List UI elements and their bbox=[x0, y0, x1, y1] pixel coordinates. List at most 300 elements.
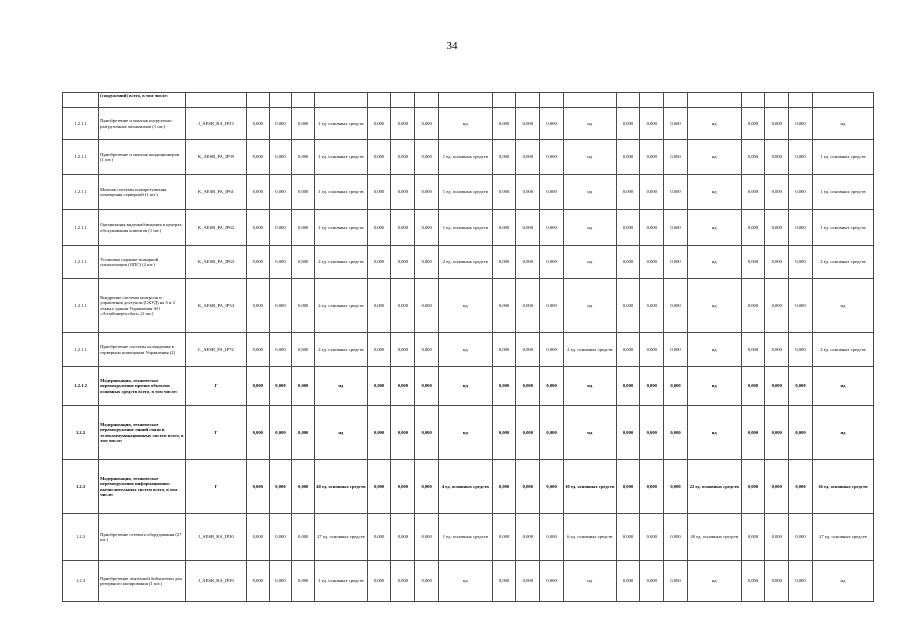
table-cell: 0,000 bbox=[246, 561, 269, 602]
table-cell: 0,000 bbox=[540, 246, 564, 279]
table-cell: 6 ед. основных средств bbox=[563, 514, 616, 561]
table-cell: 0,000 bbox=[246, 279, 269, 333]
table-cell: 0,000 bbox=[367, 279, 391, 333]
project-code-cell: K_AESB_PA_IP62 bbox=[185, 210, 246, 246]
table-cell: 0,000 bbox=[540, 406, 564, 460]
table-cell: нд bbox=[563, 367, 616, 406]
table-cell: 0,000 bbox=[789, 108, 813, 140]
table-cell: 0,000 bbox=[492, 367, 516, 406]
table-row bbox=[63, 210, 874, 246]
table-cell: 0,000 bbox=[640, 333, 664, 367]
table-cell bbox=[640, 93, 664, 108]
table-row bbox=[63, 561, 874, 602]
table-cell: 0,000 bbox=[616, 333, 640, 367]
table-cell: нд bbox=[687, 210, 741, 246]
project-code-cell: K_AESB_PA_IP61 bbox=[185, 175, 246, 210]
table-cell: 0,000 bbox=[492, 108, 516, 140]
table-cell: 2 ед. основных средств bbox=[438, 246, 492, 279]
table-cell: 0,000 bbox=[664, 514, 688, 561]
table-cell: 0,000 bbox=[516, 333, 540, 367]
table-cell: 0,000 bbox=[664, 406, 688, 460]
table-cell: 0,000 bbox=[616, 406, 640, 460]
table-cell: 0,000 bbox=[492, 140, 516, 175]
table-cell: 0,000 bbox=[516, 367, 540, 406]
table-cell bbox=[812, 93, 873, 108]
table-cell: 2 ед. основных средств bbox=[315, 333, 368, 367]
table-cell: 0,000 bbox=[391, 561, 415, 602]
table-cell: 0,000 bbox=[269, 333, 292, 367]
table-cell: 0,000 bbox=[640, 367, 664, 406]
table-cell: 0,000 bbox=[415, 514, 439, 561]
table-cell: 0,000 bbox=[367, 514, 391, 561]
table-cell: 0,000 bbox=[789, 561, 813, 602]
table-cell: 0,000 bbox=[516, 406, 540, 460]
table-cell bbox=[63, 93, 99, 108]
table-cell bbox=[492, 93, 516, 108]
table-cell bbox=[664, 93, 688, 108]
table-cell: 0,000 bbox=[269, 108, 292, 140]
table-cell: 1 ед. основных средств bbox=[812, 140, 873, 175]
table-cell: 0,000 bbox=[765, 210, 789, 246]
table-cell: 0,000 bbox=[492, 561, 516, 602]
table-cell: нд bbox=[438, 333, 492, 367]
table-cell: 0,000 bbox=[391, 333, 415, 367]
project-code-cell: J_AESB_RA_IP30 bbox=[185, 514, 246, 561]
table-cell: 0,000 bbox=[616, 108, 640, 140]
table-cell: 0,000 bbox=[391, 210, 415, 246]
item-name-cell: Модернизация, техническое перевооружение информационно-вычислительных систем всего, в том числе: bbox=[99, 460, 186, 514]
table-cell: 0,000 bbox=[540, 367, 564, 406]
item-name-cell: Приобретение сетевого оборудования (27 шт.) bbox=[99, 514, 186, 561]
table-cell: 0,000 bbox=[246, 210, 269, 246]
row-number-cell: 1.2.3 bbox=[63, 460, 99, 514]
table-cell: 0,000 bbox=[741, 140, 765, 175]
table-cell: 0,000 bbox=[415, 460, 439, 514]
table-cell: 1 ед. основных средств bbox=[315, 210, 368, 246]
table-cell: 0,000 bbox=[367, 406, 391, 460]
table-cell: нд bbox=[438, 561, 492, 602]
table-cell: 0,000 bbox=[391, 460, 415, 514]
table-row-continuation bbox=[63, 93, 874, 108]
table-row bbox=[63, 140, 874, 175]
table-cell: 0,000 bbox=[246, 108, 269, 140]
table-cell: 0,000 bbox=[765, 561, 789, 602]
table-cell: 0,000 bbox=[789, 210, 813, 246]
table-cell: 2 ед. основных средств bbox=[315, 246, 368, 279]
table-cell: 2 ед. основных средств bbox=[315, 279, 368, 333]
table-cell: 1 ед. основных средств bbox=[812, 175, 873, 210]
table-cell: 0,000 bbox=[765, 175, 789, 210]
table-cell: 0,000 bbox=[640, 460, 664, 514]
row-number-cell: 1.2.1.1 bbox=[63, 210, 99, 246]
project-code-cell: Г bbox=[185, 367, 246, 406]
table-cell: 0,000 bbox=[664, 333, 688, 367]
table-cell: 0,000 bbox=[415, 140, 439, 175]
table-cell: 0,000 bbox=[540, 514, 564, 561]
table-cell: 0,000 bbox=[246, 140, 269, 175]
table-cell bbox=[415, 93, 439, 108]
table-cell: 0,000 bbox=[269, 246, 292, 279]
project-code-cell: Г bbox=[185, 460, 246, 514]
table-cell: нд bbox=[812, 406, 873, 460]
table-cell: 0,000 bbox=[292, 333, 315, 367]
table-cell: нд bbox=[563, 561, 616, 602]
table-cell: нд bbox=[563, 175, 616, 210]
table-cell: 0,000 bbox=[765, 108, 789, 140]
table-cell: 0,000 bbox=[246, 406, 269, 460]
table-cell: нд bbox=[687, 406, 741, 460]
table-cell-continued-name: (сооружений) всего, в том числе: bbox=[99, 93, 186, 108]
item-name-cell: Приобретение системы охлаждения в серверном помещении Управления (2) bbox=[99, 333, 186, 367]
project-code-cell: K_AESB_PA_IP63 bbox=[185, 246, 246, 279]
table-cell: 0,000 bbox=[741, 367, 765, 406]
table-row bbox=[63, 108, 874, 140]
table-cell: 0,000 bbox=[269, 210, 292, 246]
table-cell: нд bbox=[687, 333, 741, 367]
item-name-cell: Приобретение ленточной библиотеки для резервного копирования (1 шт.) bbox=[99, 561, 186, 602]
table-cell: 0,000 bbox=[246, 246, 269, 279]
table-cell: 0,000 bbox=[765, 406, 789, 460]
table-cell: 0,000 bbox=[292, 460, 315, 514]
table-cell: 0,000 bbox=[616, 246, 640, 279]
table-cell: 1 ед. основных средств bbox=[315, 175, 368, 210]
project-code-cell: L_AESB_PA_IP72 bbox=[185, 333, 246, 367]
table-cell: 2 ед. основных средств bbox=[563, 333, 616, 367]
table-cell bbox=[516, 93, 540, 108]
table-cell: 0,000 bbox=[492, 460, 516, 514]
table-cell bbox=[269, 93, 292, 108]
table-cell: 1 ед. основных средств bbox=[315, 140, 368, 175]
table-cell: нд bbox=[687, 279, 741, 333]
table-cell: 0,000 bbox=[292, 140, 315, 175]
table-cell: 1 ед. основных средств bbox=[315, 561, 368, 602]
table-cell: 0,000 bbox=[367, 210, 391, 246]
table-cell: 0,000 bbox=[415, 210, 439, 246]
table-cell: 0,000 bbox=[616, 514, 640, 561]
row-number-cell: 1.2.1.1 bbox=[63, 108, 99, 140]
table-cell: 0,000 bbox=[664, 367, 688, 406]
page-number: 34 bbox=[446, 40, 458, 52]
table-cell: 0,000 bbox=[640, 140, 664, 175]
table-cell: 0,000 bbox=[616, 140, 640, 175]
table-cell: 0,000 bbox=[516, 279, 540, 333]
table-cell: 0,000 bbox=[789, 460, 813, 514]
table-cell: 0,000 bbox=[269, 175, 292, 210]
table-cell: нд bbox=[315, 367, 368, 406]
table-cell: 0,000 bbox=[415, 175, 439, 210]
table-cell: 0,000 bbox=[789, 514, 813, 561]
table-cell: 0,000 bbox=[640, 108, 664, 140]
table-row bbox=[63, 175, 874, 210]
table-cell: 40 ед. основных средств bbox=[315, 460, 368, 514]
table-cell: 0,000 bbox=[640, 210, 664, 246]
table-cell: 0,000 bbox=[640, 406, 664, 460]
table-cell: 0,000 bbox=[269, 514, 292, 561]
table-cell: 0,000 bbox=[640, 175, 664, 210]
table-cell bbox=[438, 93, 492, 108]
table-cell: 0,000 bbox=[765, 367, 789, 406]
table-row bbox=[63, 367, 874, 406]
table-cell: 0,000 bbox=[741, 406, 765, 460]
table-cell: 0,000 bbox=[741, 514, 765, 561]
table-cell: 0,000 bbox=[640, 246, 664, 279]
table-cell: нд bbox=[812, 279, 873, 333]
table-cell: 0,000 bbox=[640, 279, 664, 333]
table-cell: нд bbox=[812, 367, 873, 406]
table-cell: 0,000 bbox=[516, 514, 540, 561]
table-cell: 0,000 bbox=[516, 210, 540, 246]
table-cell: 0,000 bbox=[789, 406, 813, 460]
table-cell: 0,000 bbox=[616, 210, 640, 246]
table-cell: 0,000 bbox=[765, 279, 789, 333]
table-cell bbox=[367, 93, 391, 108]
row-number-cell: 1.2.3 bbox=[63, 514, 99, 561]
table-cell: нд bbox=[315, 406, 368, 460]
table-cell: 0,000 bbox=[292, 175, 315, 210]
table-cell: нд bbox=[438, 279, 492, 333]
table-cell: 0,000 bbox=[664, 140, 688, 175]
project-code-cell: J_AESB_RA_IP33 bbox=[185, 108, 246, 140]
table-cell: 0,000 bbox=[540, 460, 564, 514]
table-cell: 0,000 bbox=[616, 367, 640, 406]
table-cell: нд bbox=[563, 246, 616, 279]
table-cell: 0,000 bbox=[616, 175, 640, 210]
table-cell: 0,000 bbox=[391, 140, 415, 175]
table-cell: 1 ед. основных средств bbox=[438, 175, 492, 210]
table-cell: 0,000 bbox=[391, 279, 415, 333]
item-name-cell: Монтаж системы пожаротушения помещения серверной (1 шт.) bbox=[99, 175, 186, 210]
table-cell: нд bbox=[687, 140, 741, 175]
table-cell: 36 ед. основных средств bbox=[812, 460, 873, 514]
table-row bbox=[63, 460, 874, 514]
table-cell: 0,000 bbox=[292, 367, 315, 406]
table-row bbox=[63, 514, 874, 561]
table-cell bbox=[616, 93, 640, 108]
table-cell: 0,000 bbox=[367, 561, 391, 602]
table-cell: 0,000 bbox=[765, 140, 789, 175]
table-cell: 0,000 bbox=[789, 175, 813, 210]
table-cell: 0,000 bbox=[741, 333, 765, 367]
table-cell: 0,000 bbox=[269, 140, 292, 175]
table-cell: 0,000 bbox=[269, 279, 292, 333]
table-cell: 10 ед. основных средств bbox=[563, 460, 616, 514]
project-code-cell: J_AESB_RA_IP39 bbox=[185, 561, 246, 602]
table-cell: 0,000 bbox=[367, 460, 391, 514]
table-cell: 0,000 bbox=[246, 514, 269, 561]
table-cell bbox=[315, 93, 368, 108]
table-cell: 0,000 bbox=[789, 367, 813, 406]
table-cell bbox=[563, 93, 616, 108]
item-name-cell: Модернизация, техническое перевооружение линий связи и телекоммуникационных систем всего, в том числе: bbox=[99, 406, 186, 460]
table-cell: нд bbox=[563, 140, 616, 175]
table-cell: нд bbox=[438, 108, 492, 140]
row-number-cell: 1.2.2 bbox=[63, 406, 99, 460]
project-code-cell: K_AESB_PA_IP59 bbox=[185, 140, 246, 175]
table-cell bbox=[391, 93, 415, 108]
table-cell: 0,000 bbox=[540, 279, 564, 333]
table-cell: нд bbox=[687, 561, 741, 602]
table-cell: 0,000 bbox=[492, 210, 516, 246]
table-cell: 4 ед. основных средств bbox=[438, 460, 492, 514]
table-cell: 0,000 bbox=[367, 367, 391, 406]
table-cell: 0,000 bbox=[664, 246, 688, 279]
table-cell: 0,000 bbox=[391, 175, 415, 210]
table-cell: 0,000 bbox=[741, 279, 765, 333]
table-cell: 27 ед. основных средств bbox=[315, 514, 368, 561]
item-name-cell: Установка охранно-пожарной сигнализации (ОПС) (2 шт.) bbox=[99, 246, 186, 279]
table-cell: 0,000 bbox=[664, 210, 688, 246]
table-cell: 0,000 bbox=[741, 246, 765, 279]
table-cell: 0,000 bbox=[292, 279, 315, 333]
table-cell: 0,000 bbox=[391, 367, 415, 406]
table-cell bbox=[765, 93, 789, 108]
table-cell: 1 ед. основных средств bbox=[812, 210, 873, 246]
table-cell bbox=[687, 93, 741, 108]
table-cell: 0,000 bbox=[292, 210, 315, 246]
item-name-cell: Внедрение системы контроля и управления доступом (СКУД) на 3 и 4 этажах здания Управления АО «Алтайэнергосбыт» (2 шт.) bbox=[99, 279, 186, 333]
table-cell: нд bbox=[687, 246, 741, 279]
table-cell: 0,000 bbox=[516, 246, 540, 279]
table-cell: 0,000 bbox=[415, 406, 439, 460]
table-cell: 0,000 bbox=[616, 460, 640, 514]
table-cell bbox=[292, 93, 315, 108]
table-cell: 0,000 bbox=[492, 279, 516, 333]
row-number-cell: 1.2.1.2 bbox=[63, 367, 99, 406]
table-cell: 0,000 bbox=[765, 460, 789, 514]
table-cell: 0,000 bbox=[789, 333, 813, 367]
table-cell bbox=[789, 93, 813, 108]
table-cell: 0,000 bbox=[415, 367, 439, 406]
table-cell: 0,000 bbox=[292, 561, 315, 602]
item-name-cell: Организация видеонаблюдения в центрах обслуживания клиентов (1 шт.) bbox=[99, 210, 186, 246]
table-cell: 0,000 bbox=[516, 460, 540, 514]
table-cell: 0,000 bbox=[269, 460, 292, 514]
table-cell: 0,000 bbox=[741, 108, 765, 140]
table-cell: 0,000 bbox=[516, 140, 540, 175]
table-cell: 0,000 bbox=[391, 406, 415, 460]
table-cell: 0,000 bbox=[367, 246, 391, 279]
table-row bbox=[63, 406, 874, 460]
item-name-cell: Модернизация, техническое перевооружение прочих объектов основных средств всего, в том числе: bbox=[99, 367, 186, 406]
table-cell: 0,000 bbox=[616, 279, 640, 333]
table-cell: 1 ед. основных средств bbox=[438, 210, 492, 246]
table-cell: 27 ед. основных средств bbox=[812, 514, 873, 561]
item-name-cell: Приобретение и монтаж кондиционеров (1 шт.) bbox=[99, 140, 186, 175]
table-cell: 0,000 bbox=[391, 514, 415, 561]
table-cell: 0,000 bbox=[492, 333, 516, 367]
table-cell: 0,000 bbox=[246, 460, 269, 514]
project-code-cell: Г bbox=[185, 406, 246, 460]
table-cell: 0,000 bbox=[540, 561, 564, 602]
table-cell: 0,000 bbox=[516, 561, 540, 602]
table-cell: 0,000 bbox=[664, 561, 688, 602]
table-cell: 1 ед. основных средств bbox=[315, 108, 368, 140]
table-cell: 0,000 bbox=[367, 108, 391, 140]
table-cell: нд bbox=[812, 108, 873, 140]
table-cell: 0,000 bbox=[292, 406, 315, 460]
table-cell: 0,000 bbox=[269, 406, 292, 460]
table-cell: 0,000 bbox=[789, 140, 813, 175]
table-cell: 0,000 bbox=[415, 561, 439, 602]
table-cell: 0,000 bbox=[492, 175, 516, 210]
table-cell: 0,000 bbox=[540, 333, 564, 367]
table-cell: 0,000 bbox=[741, 561, 765, 602]
table-cell: нд bbox=[438, 406, 492, 460]
investment-table-sheet bbox=[62, 92, 874, 640]
row-number-cell: 1.2.1.1 bbox=[63, 333, 99, 367]
row-number-cell: 1.2.3 bbox=[63, 561, 99, 602]
table-cell: 0,000 bbox=[246, 333, 269, 367]
table-cell: 0,000 bbox=[664, 279, 688, 333]
table-cell: 0,000 bbox=[789, 279, 813, 333]
table-cell: 0,000 bbox=[516, 108, 540, 140]
table-cell: 0,000 bbox=[269, 561, 292, 602]
table-cell: 0,000 bbox=[269, 367, 292, 406]
table-cell: 0,000 bbox=[367, 333, 391, 367]
table-cell: 0,000 bbox=[246, 175, 269, 210]
row-number-cell: 1.2.1.1 bbox=[63, 246, 99, 279]
table-cell: 0,000 bbox=[391, 246, 415, 279]
row-number-cell: 1.2.1.1 bbox=[63, 175, 99, 210]
table-cell: 0,000 bbox=[367, 140, 391, 175]
table-cell: 0,000 bbox=[292, 514, 315, 561]
table-cell: 0,000 bbox=[292, 108, 315, 140]
table-cell: 0,000 bbox=[640, 514, 664, 561]
row-number-cell: 1.2.1.1 bbox=[63, 279, 99, 333]
table-cell: 0,000 bbox=[367, 175, 391, 210]
table-cell: 1 ед. основных средств bbox=[438, 140, 492, 175]
table-cell: 0,000 bbox=[789, 246, 813, 279]
table-cell: 20 ед. основных средств bbox=[687, 514, 741, 561]
table-cell: 2 ед. основных средств bbox=[812, 246, 873, 279]
table-cell: нд bbox=[563, 406, 616, 460]
table-cell: 0,000 bbox=[540, 108, 564, 140]
table-cell: 0,000 bbox=[516, 175, 540, 210]
table-cell: 1 ед. основных средств bbox=[438, 514, 492, 561]
table-cell: 0,000 bbox=[246, 367, 269, 406]
table-cell bbox=[540, 93, 564, 108]
table-cell: 0,000 bbox=[741, 175, 765, 210]
project-code-cell: K_AESB_PA_IP54 bbox=[185, 279, 246, 333]
table-cell: 0,000 bbox=[540, 140, 564, 175]
table-cell: 0,000 bbox=[415, 333, 439, 367]
table-cell: 0,000 bbox=[616, 561, 640, 602]
table-cell: 0,000 bbox=[765, 246, 789, 279]
item-name-cell: Приобретение и монтаж погрузочно-разгрузочных механизмов (1 шт.) bbox=[99, 108, 186, 140]
table-cell: 0,000 bbox=[765, 333, 789, 367]
table-cell bbox=[185, 93, 246, 108]
table-cell: нд bbox=[563, 108, 616, 140]
table-row bbox=[63, 246, 874, 279]
table-cell: нд bbox=[687, 367, 741, 406]
table-cell: 0,000 bbox=[415, 108, 439, 140]
table-cell bbox=[741, 93, 765, 108]
table-cell: нд bbox=[563, 279, 616, 333]
investment-table bbox=[62, 92, 874, 602]
table-cell: 22 ед. основных средств bbox=[687, 460, 741, 514]
table-cell: нд bbox=[563, 210, 616, 246]
table-cell: 0,000 bbox=[492, 406, 516, 460]
table-cell bbox=[246, 93, 269, 108]
table-cell: 0,000 bbox=[664, 460, 688, 514]
table-cell: 0,000 bbox=[415, 246, 439, 279]
table-cell: 0,000 bbox=[540, 175, 564, 210]
table-cell: 0,000 bbox=[664, 175, 688, 210]
table-cell: 0,000 bbox=[391, 108, 415, 140]
table-cell: 2 ед. основных средств bbox=[812, 333, 873, 367]
table-row bbox=[63, 279, 874, 333]
row-number-cell: 1.2.1.1 bbox=[63, 140, 99, 175]
